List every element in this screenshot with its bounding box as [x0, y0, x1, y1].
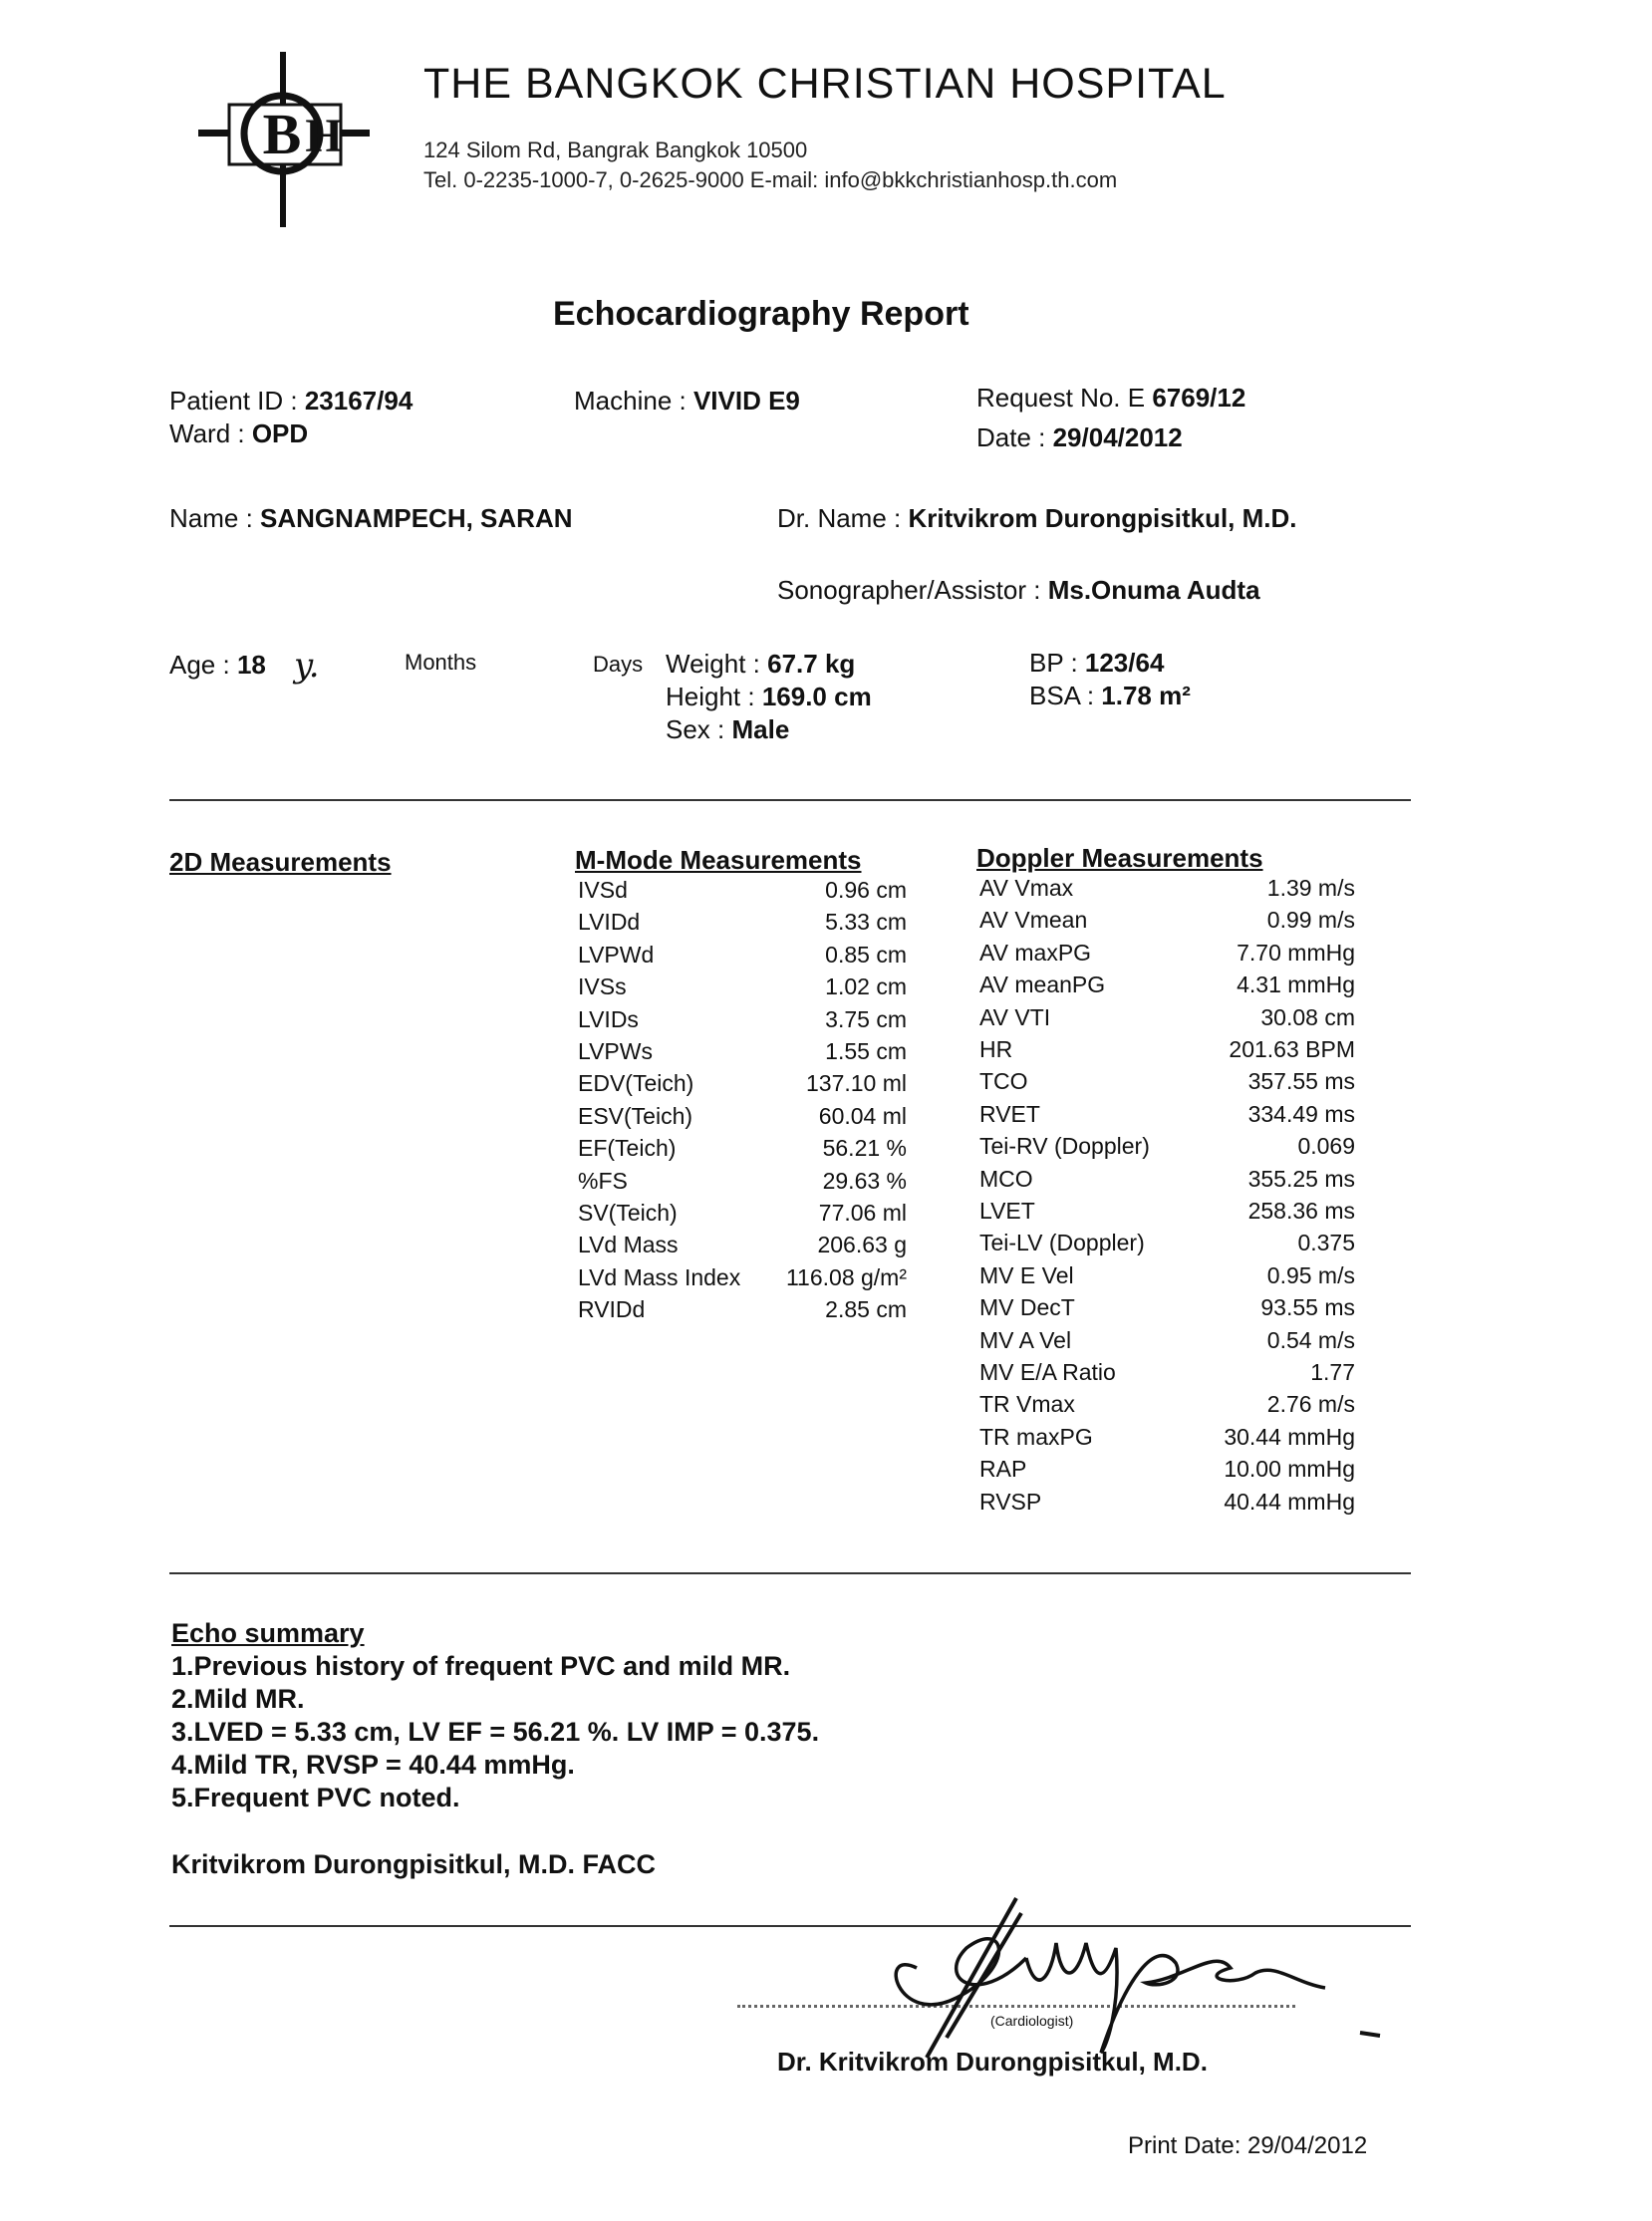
name-field: [169, 503, 573, 534]
svg-text:H: H: [305, 110, 343, 162]
doppler-row-value: 0.54 m/s: [1266, 1326, 1355, 1353]
mmode-row-name: %FS: [578, 1167, 628, 1194]
doppler-row-name: AV meanPG: [979, 972, 1106, 998]
mmode-row-value: 116.08 g/m²: [785, 1263, 907, 1290]
age-label: Age :: [169, 650, 237, 680]
months-label: Months: [405, 650, 477, 675]
bsa-field: [1029, 681, 1191, 711]
doppler-row-name: LVET: [979, 1198, 1035, 1224]
mmode-row-name: IVSs: [578, 973, 627, 1000]
mmode-row-name: LVIDd: [578, 909, 641, 936]
doppler-row-name: AV Vmean: [979, 907, 1088, 934]
mmode-row-value: 56.21 %: [822, 1135, 907, 1162]
doctor-value: Kritvikrom Durongpisitkul, M.D.: [908, 503, 1297, 533]
date-value: 29/04/2012: [1052, 422, 1183, 452]
bp-label: BP :: [1029, 648, 1085, 678]
request-label: Request No. E: [976, 383, 1153, 413]
doppler-row-value: 40.44 mmHg: [1224, 1488, 1355, 1515]
mmode-row-value: 2.85 cm: [825, 1296, 907, 1323]
machine-value: VIVID E9: [692, 386, 800, 416]
doppler-row-name: MCO: [979, 1165, 1033, 1192]
summary-line: 3.LVED = 5.33 cm, LV EF = 56.21 %. LV IMP = 0.375.: [171, 1717, 820, 1747]
ward-field: [169, 418, 308, 449]
age-handwritten-unit: y.: [294, 646, 320, 686]
doppler-row-value: 355.25 ms: [1247, 1165, 1355, 1192]
doppler-row-name: RVET: [979, 1100, 1040, 1127]
mmode-row-value: 5.33 cm: [825, 909, 907, 936]
machine-field: [574, 386, 800, 416]
bsa-label: BSA :: [1029, 681, 1102, 710]
doppler-row-name: AV maxPG: [979, 939, 1092, 966]
mmode-row-value: 3.75 cm: [825, 1005, 907, 1032]
signature-mark: [857, 1888, 1455, 2068]
weight-label: Weight :: [666, 649, 768, 679]
doppler-row-name: RAP: [979, 1456, 1027, 1483]
doppler-row-name: AV VTI: [979, 1003, 1051, 1030]
sonographer-value: Ms.Onuma Audta: [1047, 575, 1260, 605]
divider: [169, 1572, 1411, 1574]
mmode-row-value: 1.55 cm: [825, 1038, 907, 1064]
doctor-label: Dr. Name :: [777, 503, 909, 533]
height-value: 169.0 cm: [761, 682, 872, 711]
sex-label: Sex :: [666, 714, 732, 744]
doppler-row-name: MV DecT: [979, 1294, 1075, 1321]
bp-value: 123/64: [1084, 648, 1165, 678]
mmode-row-value: 0.85 cm: [825, 941, 907, 968]
section-doppler-heading: Doppler Measurements: [976, 843, 1263, 873]
report-title: Echocardiography Report: [553, 295, 969, 333]
doppler-row-name: HR: [979, 1036, 1013, 1062]
doppler-row-name: RVSP: [979, 1488, 1042, 1515]
signature-name: Dr. Kritvikrom Durongpisitkul, M.D.: [777, 2047, 1208, 2077]
summary-line: 1.Previous history of frequent PVC and mild MR.: [171, 1651, 791, 1681]
height-field: [666, 682, 872, 712]
doppler-row-name: TR maxPG: [979, 1423, 1093, 1450]
ward-label: Ward :: [169, 418, 252, 448]
date-field: [976, 422, 1183, 453]
patient-id-label: Patient ID :: [169, 386, 305, 416]
doppler-row-value: 2.76 m/s: [1266, 1391, 1355, 1418]
mmode-row-name: SV(Teich): [578, 1200, 678, 1226]
print-date: Print Date: 29/04/2012: [1128, 2132, 1368, 2159]
doppler-row-value: 93.55 ms: [1260, 1294, 1355, 1321]
summary-line: 2.Mild MR.: [171, 1684, 305, 1714]
date-label: Date :: [976, 422, 1053, 452]
doppler-row-value: 334.49 ms: [1247, 1100, 1355, 1127]
doctor-field: [777, 503, 1297, 534]
doppler-row-name: MV E Vel: [979, 1261, 1074, 1288]
section-2d-heading: 2D Measurements: [169, 847, 392, 877]
mmode-row-value: 206.63 g: [817, 1232, 907, 1258]
doppler-row-name: TCO: [979, 1068, 1028, 1095]
summary-line: 4.Mild TR, RVSP = 40.44 mmHg.: [171, 1750, 575, 1780]
age-field: [169, 650, 266, 681]
mmode-row-value: 77.06 ml: [818, 1200, 907, 1226]
doppler-row-value: 7.70 mmHg: [1237, 939, 1355, 966]
doppler-row-value: 10.00 mmHg: [1224, 1456, 1355, 1483]
svg-text:B: B: [262, 102, 302, 166]
bsa-value: 1.78 m²: [1101, 681, 1191, 710]
sex-field: [666, 714, 789, 745]
mmode-row-value: 1.02 cm: [825, 973, 907, 1000]
mmode-row-name: ESV(Teich): [578, 1102, 693, 1129]
age-value: 18: [236, 650, 266, 680]
weight-value: 67.7 kg: [767, 649, 856, 679]
patient-id-value: 23167/94: [304, 386, 413, 416]
mmode-row-name: LVPWd: [578, 941, 655, 968]
doppler-row-value: 201.63 BPM: [1229, 1036, 1355, 1062]
mmode-row-value: 60.04 ml: [818, 1102, 907, 1129]
doppler-row-name: Tei-RV (Doppler): [979, 1133, 1150, 1160]
doppler-row-name: MV E/A Ratio: [979, 1359, 1116, 1385]
doppler-row-value: 30.44 mmHg: [1224, 1423, 1355, 1450]
doppler-row-name: MV A Vel: [979, 1326, 1072, 1353]
section-mmode-heading: M-Mode Measurements: [575, 845, 862, 875]
doppler-row-name: AV Vmax: [979, 875, 1074, 901]
mmode-row-value: 29.63 %: [822, 1167, 907, 1194]
signature-role: (Cardiologist): [990, 2013, 1074, 2029]
doppler-row-value: 0.99 m/s: [1266, 907, 1355, 934]
request-value: 6769/12: [1152, 383, 1246, 413]
summary-heading: Echo summary: [171, 1618, 365, 1648]
sonographer-label: Sonographer/Assistor :: [777, 575, 1048, 605]
bp-field: [1029, 648, 1164, 679]
divider: [169, 799, 1411, 801]
hospital-logo: [194, 50, 374, 229]
request-field: [976, 383, 1245, 414]
days-label: Days: [593, 652, 644, 677]
mmode-row-value: 0.96 cm: [825, 877, 907, 903]
mmode-row-value: 137.10 ml: [805, 1070, 907, 1097]
doppler-row-value: 0.95 m/s: [1266, 1261, 1355, 1288]
mmode-row-name: LVd Mass Index: [578, 1263, 741, 1290]
machine-label: Machine :: [574, 386, 693, 416]
doppler-row-value: 0.069: [1297, 1133, 1355, 1160]
mmode-row-name: IVSd: [578, 877, 628, 903]
mmode-row-name: EF(Teich): [578, 1135, 677, 1162]
sonographer-field: [777, 575, 1260, 606]
hospital-address: 124 Silom Rd, Bangrak Bangkok 10500: [423, 138, 808, 162]
doppler-row-value: 30.08 cm: [1260, 1003, 1355, 1030]
summary-line: 5.Frequent PVC noted.: [171, 1783, 460, 1812]
mmode-row-name: LVd Mass: [578, 1232, 679, 1258]
doppler-row-value: 357.55 ms: [1247, 1068, 1355, 1095]
hospital-name: THE BANGKOK CHRISTIAN HOSPITAL: [423, 60, 1227, 108]
doppler-row-value: 0.375: [1297, 1230, 1355, 1256]
name-value: SANGNAMPECH, SARAN: [260, 503, 573, 533]
weight-field: [666, 649, 855, 680]
sex-value: Male: [731, 714, 790, 744]
mmode-row-name: LVIDs: [578, 1005, 639, 1032]
mmode-row-name: RVIDd: [578, 1296, 646, 1323]
name-label: Name :: [169, 503, 261, 533]
doppler-row-value: 1.39 m/s: [1266, 875, 1355, 901]
patient-id-field: [169, 386, 413, 416]
height-label: Height :: [666, 682, 762, 711]
summary-author: Kritvikrom Durongpisitkul, M.D. FACC: [171, 1849, 657, 1879]
mmode-row-name: EDV(Teich): [578, 1070, 694, 1097]
doppler-row-name: TR Vmax: [979, 1391, 1075, 1418]
ward-value: OPD: [251, 418, 309, 448]
doppler-row-value: 1.77: [1310, 1359, 1355, 1385]
hospital-contact: Tel. 0-2235-1000-7, 0-2625-9000 E-mail: info@bkkchristianhosp.th.com: [423, 167, 1118, 192]
doppler-row-value: 4.31 mmHg: [1237, 972, 1355, 998]
mmode-row-name: LVPWs: [578, 1038, 653, 1064]
doppler-row-name: Tei-LV (Doppler): [979, 1230, 1145, 1256]
doppler-row-value: 258.36 ms: [1247, 1198, 1355, 1224]
